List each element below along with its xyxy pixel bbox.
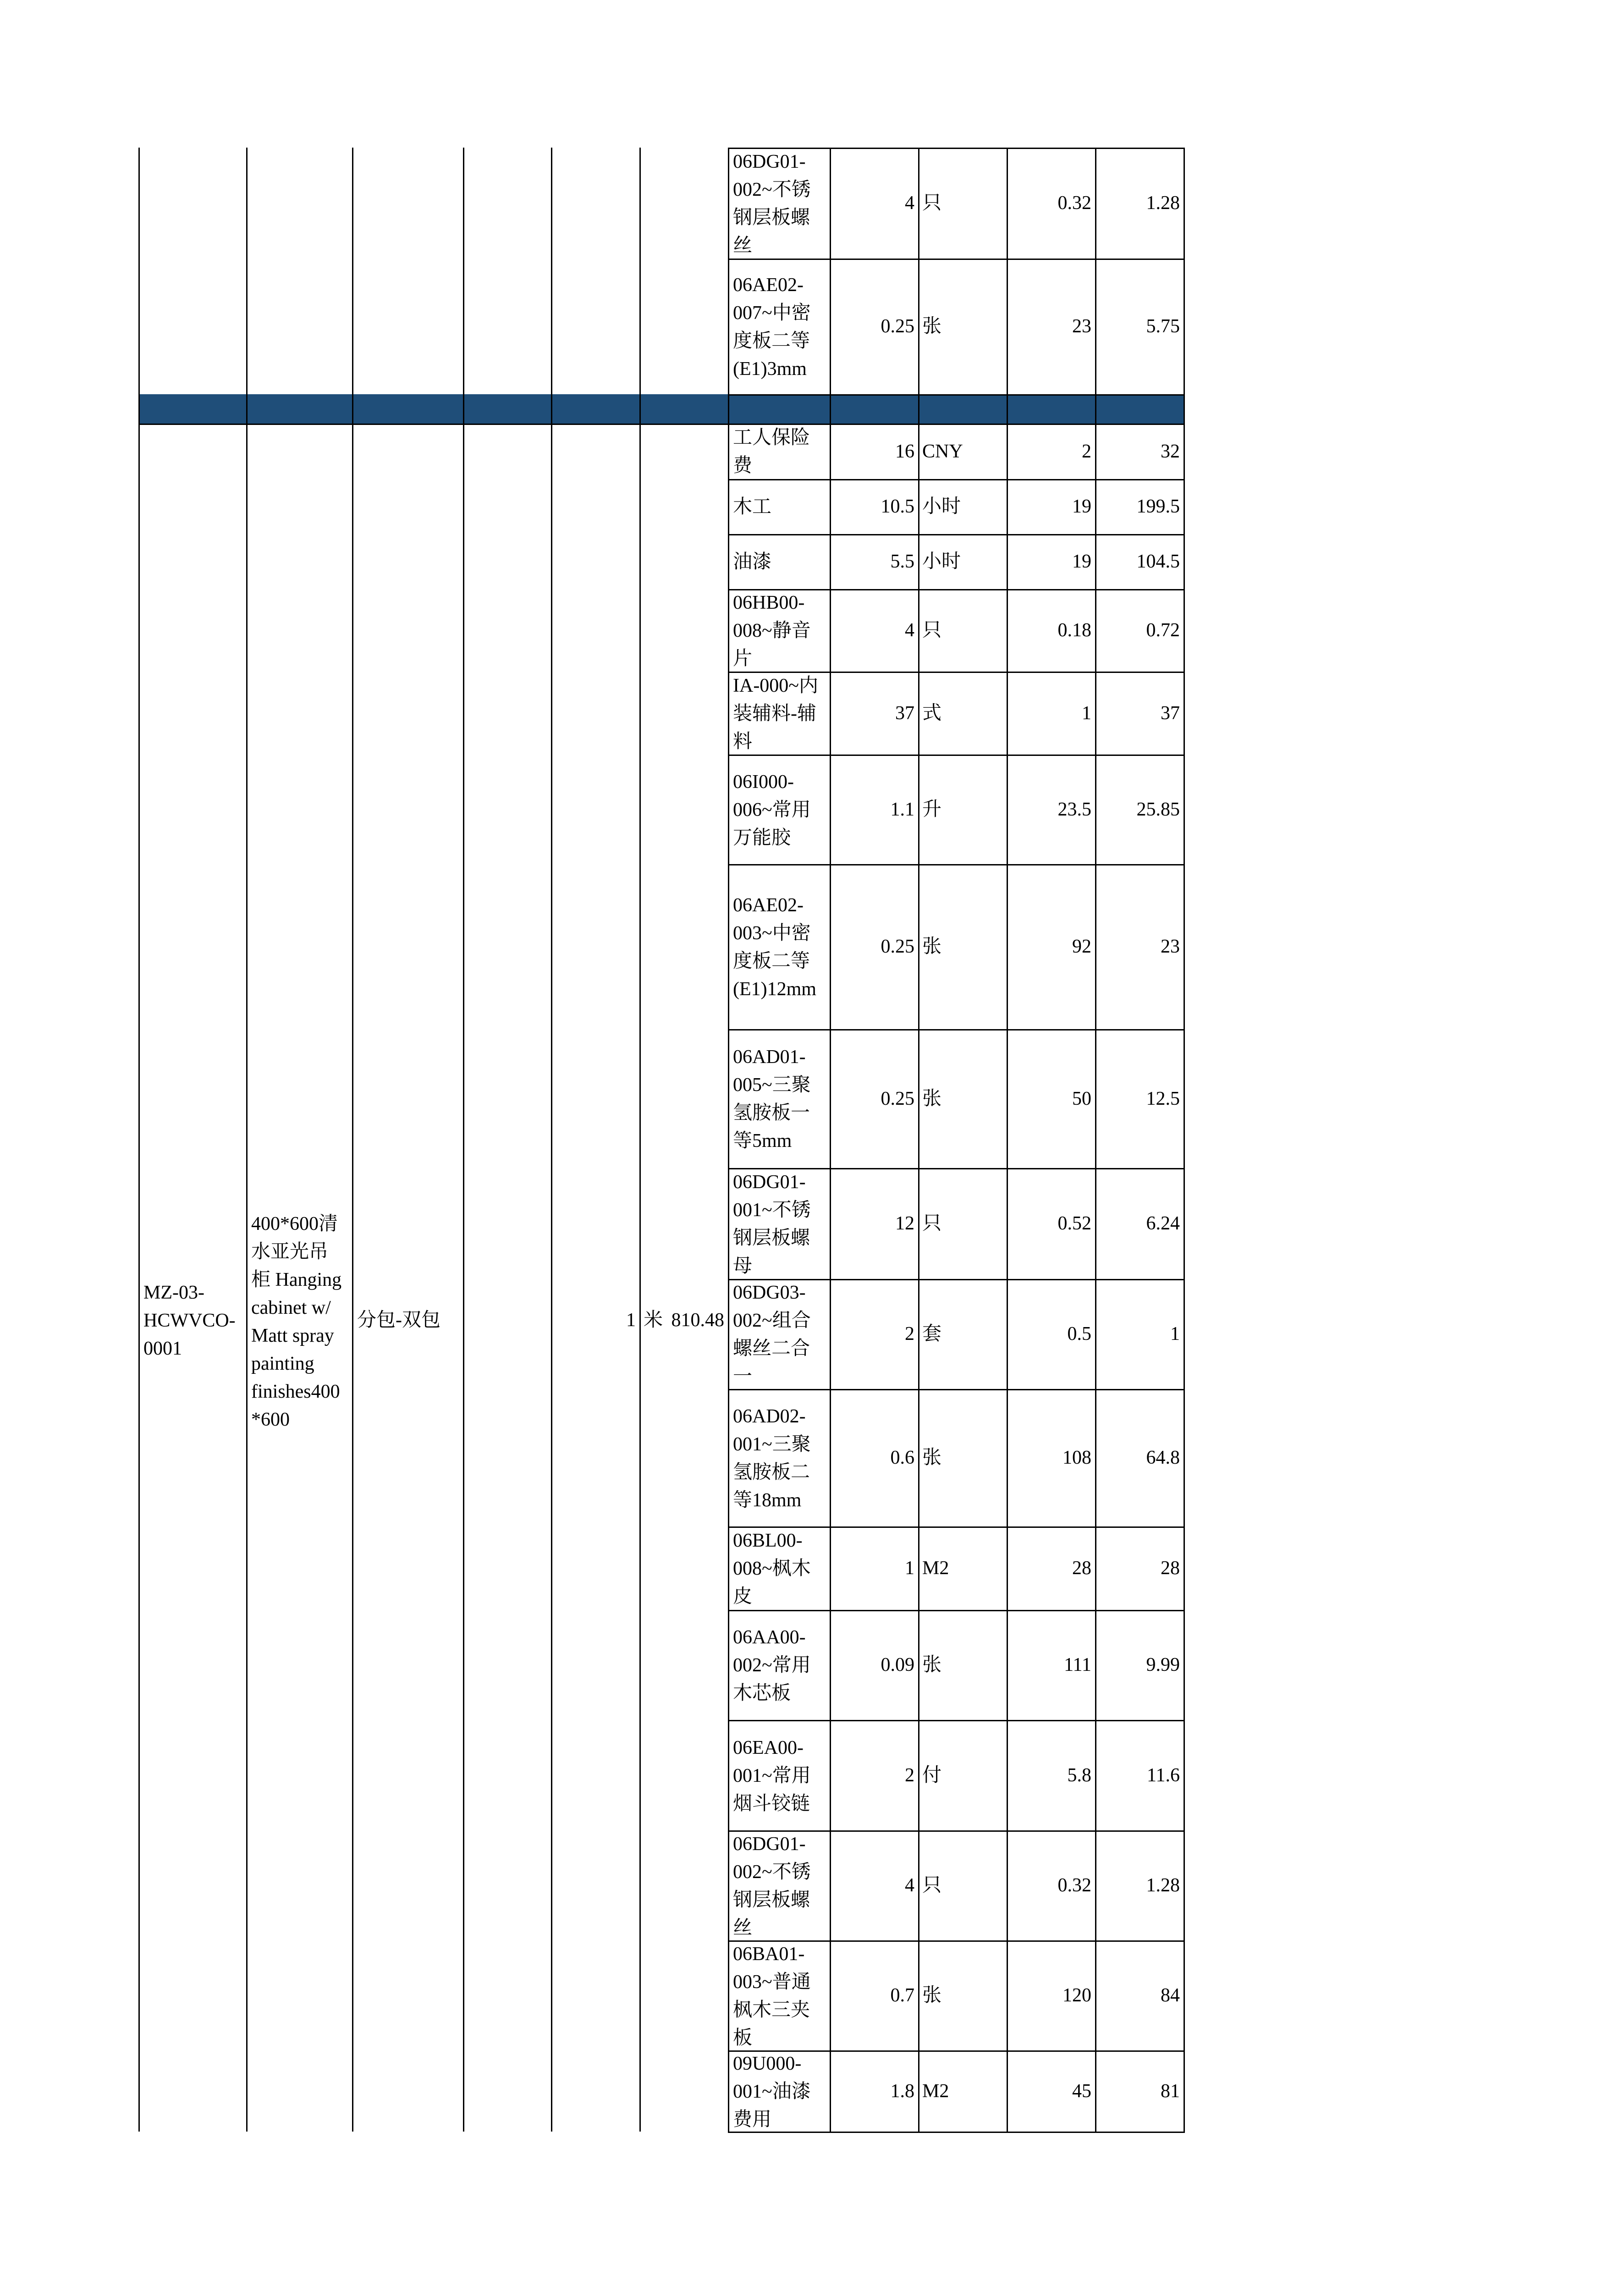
item-description-cell: 油漆 xyxy=(733,551,772,573)
amount-cell: 23 xyxy=(1161,936,1180,957)
unit-cell: M2 xyxy=(922,1558,949,1579)
unit-cell: 只 xyxy=(922,193,942,214)
quantity-cell: 10.5 xyxy=(881,496,914,517)
unit-price-cell: 28 xyxy=(1072,1558,1091,1579)
section-divider-band xyxy=(138,394,1185,424)
unit-cell: 套 xyxy=(922,1323,942,1344)
item-code-cell: MZ-03- HCWVCO- 0001 xyxy=(143,1282,236,1359)
quantity-cell: 2 xyxy=(905,1323,914,1344)
order-unit-cell: 米 xyxy=(644,1310,663,1331)
unit-price-cell: 0.32 xyxy=(1057,193,1091,214)
quantity-cell: 4 xyxy=(905,1875,914,1896)
grid-column-line xyxy=(639,148,641,2132)
quantity-cell: 0.09 xyxy=(881,1654,914,1675)
quantity-cell: 5.5 xyxy=(890,551,914,572)
grid-row-line xyxy=(728,394,1185,396)
amount-cell: 28 xyxy=(1161,1558,1180,1579)
amount-cell: 84 xyxy=(1161,1985,1180,2006)
unit-cell: 只 xyxy=(922,620,942,641)
unit-price-cell: 19 xyxy=(1072,551,1091,572)
unit-price-cell: 108 xyxy=(1062,1447,1091,1468)
line-total-cell: 810.48 xyxy=(671,1310,724,1331)
amount-cell: 0.72 xyxy=(1146,620,1180,641)
grid-column-line xyxy=(463,148,464,2132)
unit-cell: CNY xyxy=(922,441,963,462)
amount-cell: 1.28 xyxy=(1146,1875,1180,1896)
amount-cell: 1 xyxy=(1170,1323,1180,1344)
amount-cell: 1.28 xyxy=(1146,193,1180,214)
amount-cell: 64.8 xyxy=(1146,1447,1180,1468)
item-description-cell: 06BL00- 008~枫木 皮 xyxy=(733,1530,811,1607)
quantity-cell: 12 xyxy=(895,1213,914,1234)
item-description-cell: IA-000~内 装辅料-辅 料 xyxy=(733,675,819,752)
grid-column-line xyxy=(1184,148,1185,2132)
unit-cell: 付 xyxy=(922,1764,942,1786)
item-description-cell: 06HB00- 008~静音 片 xyxy=(733,592,811,669)
amount-cell: 37 xyxy=(1161,702,1180,724)
unit-price-cell: 2 xyxy=(1082,441,1091,462)
unit-cell: 张 xyxy=(922,936,942,957)
quantity-cell: 2 xyxy=(905,1764,914,1786)
quantity-cell: 16 xyxy=(895,441,914,462)
quantity-cell: 1.8 xyxy=(890,2080,914,2102)
quantity-cell: 0.25 xyxy=(881,1088,914,1109)
amount-cell: 199.5 xyxy=(1136,496,1180,517)
quantity-cell: 4 xyxy=(905,193,914,214)
unit-price-cell: 120 xyxy=(1062,1985,1091,2006)
unit-price-cell: 45 xyxy=(1072,2080,1091,2102)
item-description-cell: 工人保险 费 xyxy=(733,427,810,476)
unit-cell: 式 xyxy=(922,702,942,724)
item-description-cell: 06I000- 006~常用 万能胶 xyxy=(733,771,811,848)
item-description-cell: 06DG01- 002~不锈 钢层板螺 丝 xyxy=(733,1833,811,1939)
item-description-cell: 06AD01- 005~三聚 氢胺板一 等5mm xyxy=(733,1047,811,1152)
unit-price-cell: 111 xyxy=(1064,1654,1091,1675)
amount-cell: 32 xyxy=(1161,441,1180,462)
quantity-cell: 0.25 xyxy=(881,936,914,957)
grid-column-line xyxy=(352,148,353,2132)
grid-row-line xyxy=(138,424,728,425)
amount-cell: 6.24 xyxy=(1146,1213,1180,1234)
quantity-cell: 1 xyxy=(905,1558,914,1579)
unit-price-cell: 92 xyxy=(1072,936,1091,957)
amount-cell: 5.75 xyxy=(1146,316,1180,337)
amount-cell: 25.85 xyxy=(1136,799,1180,820)
item-description-cell: 06AE02- 007~中密 度板二等 (E1)3mm xyxy=(733,274,811,380)
unit-price-cell: 0.52 xyxy=(1057,1213,1091,1234)
amount-cell: 12.5 xyxy=(1146,1088,1180,1109)
unit-cell: 张 xyxy=(922,316,942,337)
grid-column-line xyxy=(551,148,552,2132)
amount-cell: 81 xyxy=(1161,2080,1180,2102)
quantity-cell: 0.6 xyxy=(890,1447,914,1468)
grid-column-line xyxy=(246,148,248,2132)
quantity-cell: 0.25 xyxy=(881,316,914,337)
item-description-cell: 06AE02- 003~中密 度板二等 (E1)12mm xyxy=(733,894,816,1000)
unit-price-cell: 0.5 xyxy=(1067,1323,1091,1344)
amount-cell: 104.5 xyxy=(1136,551,1180,572)
item-description-cell: 木工 xyxy=(733,496,772,518)
unit-price-cell: 1 xyxy=(1082,702,1091,724)
unit-cell: 张 xyxy=(922,1654,942,1675)
amount-cell: 11.6 xyxy=(1147,1764,1180,1786)
unit-cell: M2 xyxy=(922,2080,949,2102)
unit-price-cell: 5.8 xyxy=(1067,1764,1091,1786)
unit-price-cell: 23 xyxy=(1072,316,1091,337)
unit-cell: 只 xyxy=(922,1875,942,1896)
unit-cell: 张 xyxy=(922,1447,942,1468)
item-description-cell: 09U000- 001~油漆 费用 xyxy=(733,2053,811,2130)
quantity-cell: 1.1 xyxy=(890,799,914,820)
amount-cell: 9.99 xyxy=(1146,1654,1180,1675)
item-description-cell: 06AA00- 002~常用 木芯板 xyxy=(733,1627,811,1704)
unit-cell: 张 xyxy=(922,1985,942,2006)
unit-price-cell: 19 xyxy=(1072,496,1091,517)
item-description-cell: 06DG03- 002~组合 螺丝二合 一 xyxy=(733,1282,811,1387)
quantity-cell: 37 xyxy=(895,702,914,724)
order-quantity-cell: 1 xyxy=(626,1310,636,1331)
item-description-cell: 06EA00- 001~常用 烟斗铰链 xyxy=(733,1737,811,1814)
package-type-cell: 分包-双包 xyxy=(357,1310,440,1331)
item-description-cell: 06DG01- 002~不锈 钢层板螺 丝 xyxy=(733,151,811,256)
unit-price-cell: 0.32 xyxy=(1057,1875,1091,1896)
unit-cell: 张 xyxy=(922,1088,942,1109)
item-description-cell: 06BA01- 003~普通 枫木三夹 板 xyxy=(733,1943,811,2049)
unit-cell: 小时 xyxy=(922,496,961,517)
quantity-cell: 4 xyxy=(905,620,914,641)
grid-column-line xyxy=(138,148,140,2132)
unit-cell: 小时 xyxy=(922,551,961,572)
item-description-cell: 06DG01- 001~不锈 钢层板螺 母 xyxy=(733,1171,811,1277)
unit-price-cell: 0.18 xyxy=(1057,620,1091,641)
quantity-cell: 0.7 xyxy=(890,1985,914,2006)
unit-cell: 只 xyxy=(922,1213,942,1234)
product-description-cell: 400*600清 水亚光吊 柜 Hanging cabinet w/ Matt spray painting finishes400 *600 xyxy=(251,1213,342,1430)
unit-price-cell: 50 xyxy=(1072,1088,1091,1109)
unit-price-cell: 23.5 xyxy=(1057,799,1091,820)
unit-cell: 升 xyxy=(922,799,942,820)
item-description-cell: 06AD02- 001~三聚 氢胺板二 等18mm xyxy=(733,1405,811,1511)
